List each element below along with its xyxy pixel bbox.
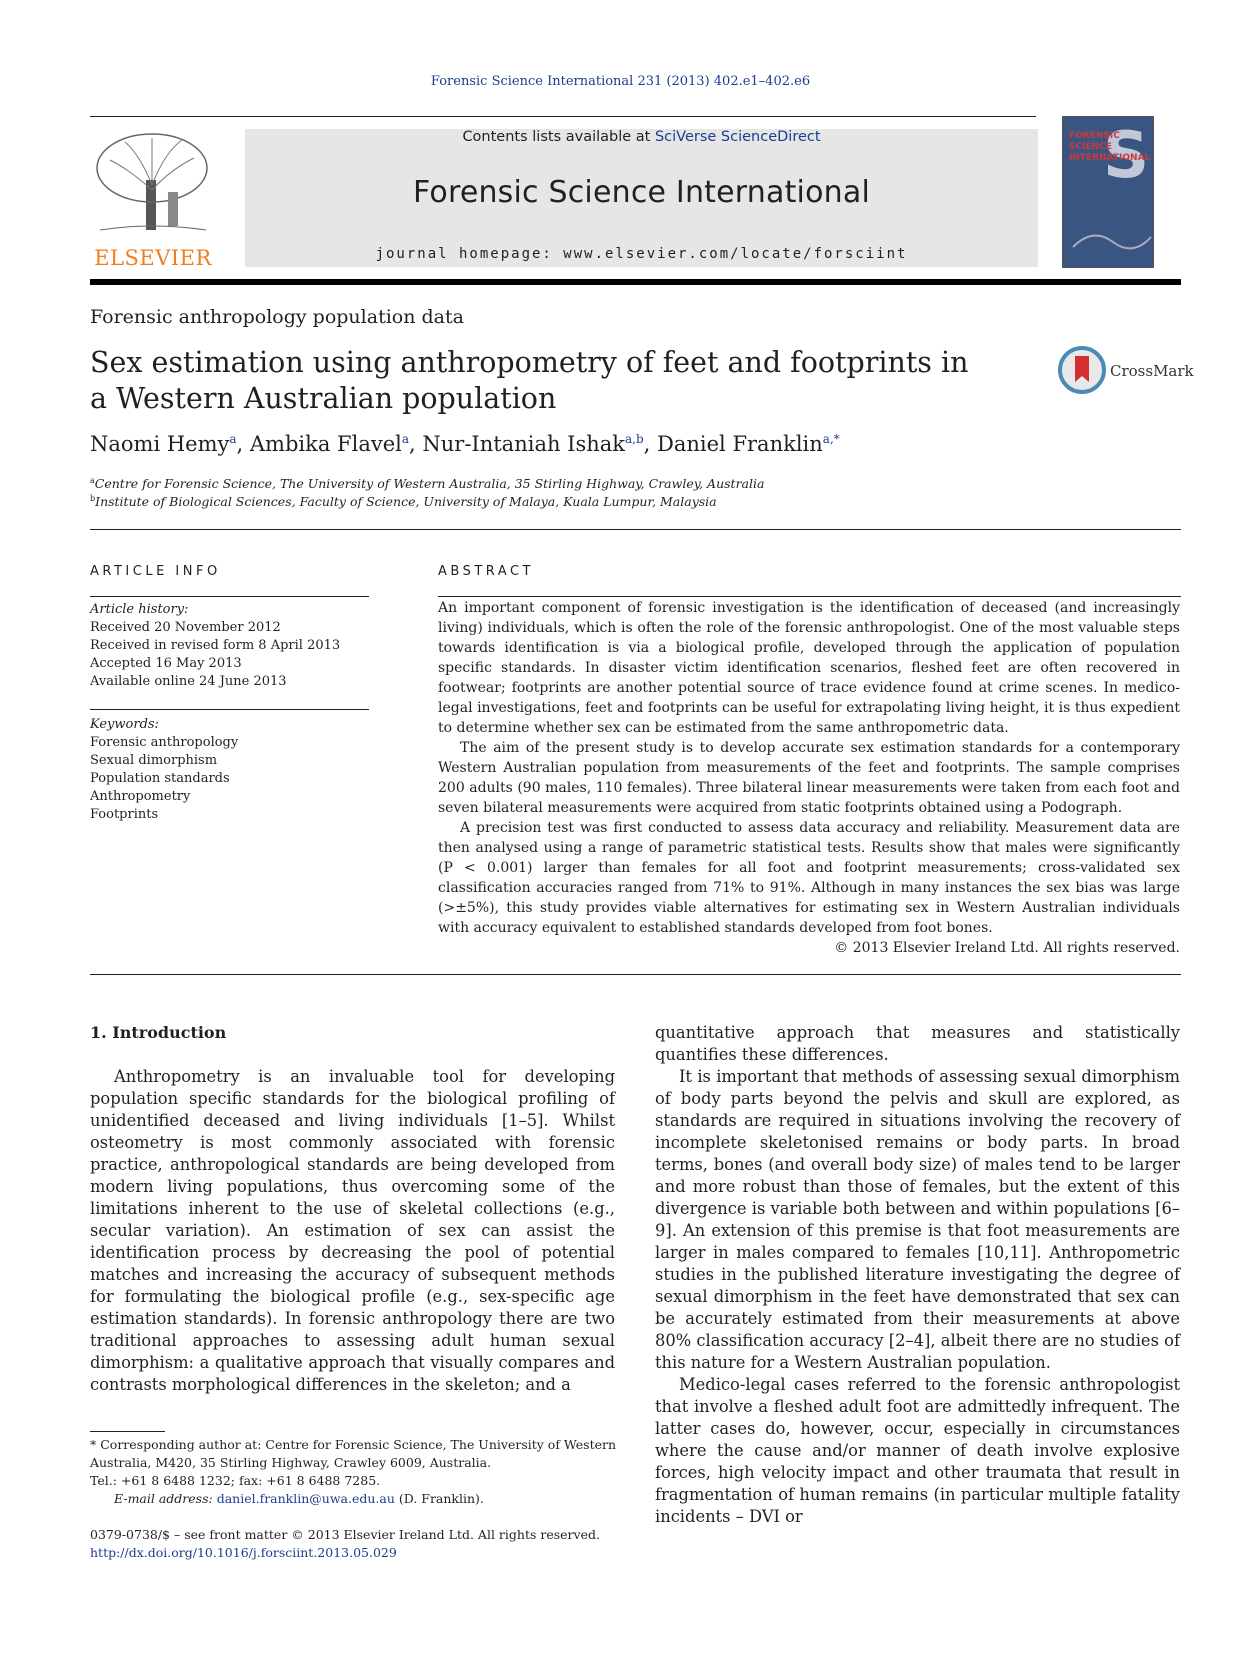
keyword: Anthropometry	[90, 789, 191, 804]
abstract-copyright: © 2013 Elsevier Ireland Ltd. All rights reserved.	[834, 940, 1180, 956]
body-paragraph: Anthropometry is an invaluable tool for developing population specific standards for the biological profiling of unidentified deceased and living individuals [1–5]. Whilst osteometry is most commonly associated with forensic practice, anthropological standards are being developed from modern living populations, thus overcoming some of the limitations inherent to the use of skeletal collections (e.g., secular variation). An estimation of sex can assist the identification process by decreasing the pool of potential matches and increasing the accuracy of subsequent methods for formulating the biological profile (e.g., sex-specific age estimation standards). In forensic anthropology there are two traditional approaches to assessing adult human sexual dimorphism: a qualitative approach that visually compares and contrasts morphological differences in the skeleton; and a	[90, 1067, 615, 1394]
author-name[interactable]: Nur-Intaniah Ishak	[422, 432, 626, 456]
article-history-label: Article history:	[90, 602, 189, 617]
affiliation	[90, 476, 764, 491]
section-heading: 1. Introduction	[90, 1023, 227, 1042]
affiliation-text: Centre for Forensic Science, The University of Western Australia, 35 Stirling Highway, Crawley, Australia	[94, 476, 765, 492]
abstract-paragraph: A precision test was first conducted to assess data accuracy and reliability. Measurement data are then analysed using a range of parametric statistical tests. Results show that males were significantly (P < 0.001) larger than females for all foot and footprint measurements; cross-validated sex classification accuracies ranged from 71% to 91%. Although in many instances the sex bias was large (>±5%), this study provides viable alternatives for estimating sex in Western Australian individuals with accuracy equivalent to established standards developed from foot bones.	[438, 820, 1180, 936]
article-section-type: Forensic anthropology population data	[90, 306, 464, 328]
crossmark-label: CrossMark	[1110, 362, 1194, 380]
affiliation-text: Institute of Biological Sciences, Faculty of Science, University of Malaya, Kuala Lumpur, Malaysia	[95, 494, 717, 510]
journal-reference[interactable]: Forensic Science International 231 (2013) 402.e1–402.e6	[430, 74, 811, 89]
elsevier-logo	[90, 130, 216, 270]
affiliation-marker: b	[90, 494, 96, 503]
contents-prefix: Contents lists available at	[462, 129, 655, 145]
keywords	[90, 716, 370, 824]
keywords-label: Keywords:	[90, 717, 159, 732]
body-left-column	[90, 1022, 615, 1396]
keywords-rule	[90, 709, 369, 710]
author-name[interactable]: Naomi Hemy	[90, 432, 230, 456]
keyword: Population standards	[90, 771, 230, 786]
email-line	[90, 1490, 617, 1508]
svg-text:SI: S	[1103, 119, 1150, 193]
corresponding-text: * Corresponding author at: Centre for Forensic Science, The University of Western Australia, M420, 35 Stirling Highway, Crawley 6009, Australia.	[90, 1437, 617, 1470]
crossmark-badge[interactable]	[1058, 346, 1194, 398]
elsevier-wordmark: ELSEVIER	[94, 246, 212, 270]
tree-icon	[90, 130, 216, 240]
abstract-paragraph: An important component of forensic investigation is the identification of deceased (and increasingly living) individuals, which is often the role of the forensic anthropologist. One of the most valuable steps towards identification is via a biological profile, developed through the application of population specific standards. In disaster victim identification scenarios, fleshed feet are often recovered in footwear; footprints are another potential source of trace evidence found at crime scenes. In medico-legal investigations, feet and footprints can be useful for extrapolating living height, it is thus expedient to determine whether sex can be estimated from the same anthropometric data.	[438, 600, 1180, 736]
footnote-rule	[90, 1431, 165, 1432]
issn-line: 0379-0738/$ – see front matter © 2013 Elsevier Ireland Ltd. All rights reserved.	[90, 1527, 600, 1542]
abstract-heading: ABSTRACT	[438, 564, 534, 579]
history-item: Accepted 16 May 2013	[90, 656, 242, 671]
keyword: Sexual dimorphism	[90, 753, 218, 768]
journal-homepage[interactable]: journal homepage: www.elsevier.com/locate/forsciint	[375, 246, 908, 262]
abstract-bottom-rule	[90, 974, 1181, 975]
history-item: Received in revised form 8 April 2013	[90, 638, 341, 653]
journal-cover-image	[1062, 116, 1154, 268]
cover-title: FORENSIC SCIENCE INTERNATIONAL	[1069, 131, 1151, 163]
email-suffix: (D. Franklin).	[394, 1491, 484, 1506]
crossmark-icon	[1058, 346, 1106, 394]
author-name[interactable]: Daniel Franklin	[657, 432, 823, 456]
contents-line	[245, 129, 1038, 145]
article-info-heading: ARTICLE INFO	[90, 564, 221, 579]
body-paragraph: Medico-legal cases referred to the forensic anthropologist that involve a fleshed adult foot are admittedly infrequent. The latter cases do, however, occur, especially in circumstances where the cause and/or manner of death involve explosive forces, high velocity impact and other traumata that result in fragmentation of human remains (in particular multiple fatality incidents – DVI or	[655, 1375, 1180, 1526]
abstract-rule	[438, 596, 1181, 597]
body-paragraph: quantitative approach that measures and statistically quantifies these differences.	[655, 1023, 1180, 1064]
email-link[interactable]: daniel.franklin@uwa.edu.au	[216, 1491, 395, 1506]
doi-link[interactable]: http://dx.doi.org/10.1016/j.forsciint.2013.05.029	[90, 1545, 397, 1560]
affiliation-marker: a	[90, 476, 95, 485]
author-affiliation-marker[interactable]: a,b	[625, 432, 644, 446]
header-rule	[90, 116, 1036, 117]
abstract-body	[438, 598, 1180, 958]
journal-title: Forensic Science International	[413, 175, 870, 210]
history-item: Received 20 November 2012	[90, 620, 281, 635]
article-history	[90, 601, 370, 691]
author-affiliation-marker[interactable]: a,*	[822, 432, 840, 446]
body-right-column	[655, 1022, 1180, 1528]
keyword: Footprints	[90, 807, 159, 822]
author-affiliation-marker[interactable]: a	[229, 432, 237, 446]
author-name[interactable]: Ambika Flavel	[249, 432, 402, 456]
author-list: Naomi Hemy$^a$, Ambika Flavel$^a$, Nur-Intaniah Ishak$^{a,b}$, Daniel Franklin$^{a,*}$	[90, 432, 840, 456]
affiliation	[90, 494, 717, 509]
article-info-rule	[90, 596, 369, 597]
body-paragraph: It is important that methods of assessing sexual dimorphism of body parts beyond the pelvis and skull are explored, as standards are required in situations involving the recovery of incomplete skeletonised remains or body parts. In broad terms, bones (and overall body size) of males tend to be larger and more robust than those of females, but the extent of this divergence is variable both between and within populations [6–9]. An extension of this premise is that foot measurements are larger in males compared to females [10,11]. Anthropometric studies in the published literature investigating the degree of sexual dimorphism in the feet have demonstrated that sex can be accurately estimated from their measurements at above 80% classification accuracy [2–4], albeit there are no studies of this nature for a Western Australian population.	[655, 1067, 1180, 1372]
email-label: E-mail address:	[114, 1491, 217, 1506]
header-thick-rule	[90, 279, 1181, 285]
sciencedirect-link[interactable]: SciVerse ScienceDirect	[654, 129, 821, 145]
keyword: Forensic anthropology	[90, 735, 239, 750]
abstract-paragraph: The aim of the present study is to develop accurate sex estimation standards for a contemporary Western Australian population from measurements of the feet and footprints. The sample comprises 200 adults (90 males, 110 females). Three bilateral linear measurements were taken from each foot and seven bilateral measurements were acquired from static footprints obtained using a Podograph.	[438, 740, 1180, 816]
front-matter-rule	[90, 529, 1181, 530]
corresponding-author-footnote	[90, 1436, 617, 1508]
contact-phone: Tel.: +61 8 6488 1232; fax: +61 8 6488 7285.	[90, 1473, 381, 1488]
author-affiliation-marker[interactable]: a	[401, 432, 410, 446]
history-item: Available online 24 June 2013	[90, 674, 287, 689]
article-title: Sex estimation using anthropometry of feet and footprints in a Western Australian population	[90, 346, 969, 415]
journal-banner	[245, 129, 1038, 267]
